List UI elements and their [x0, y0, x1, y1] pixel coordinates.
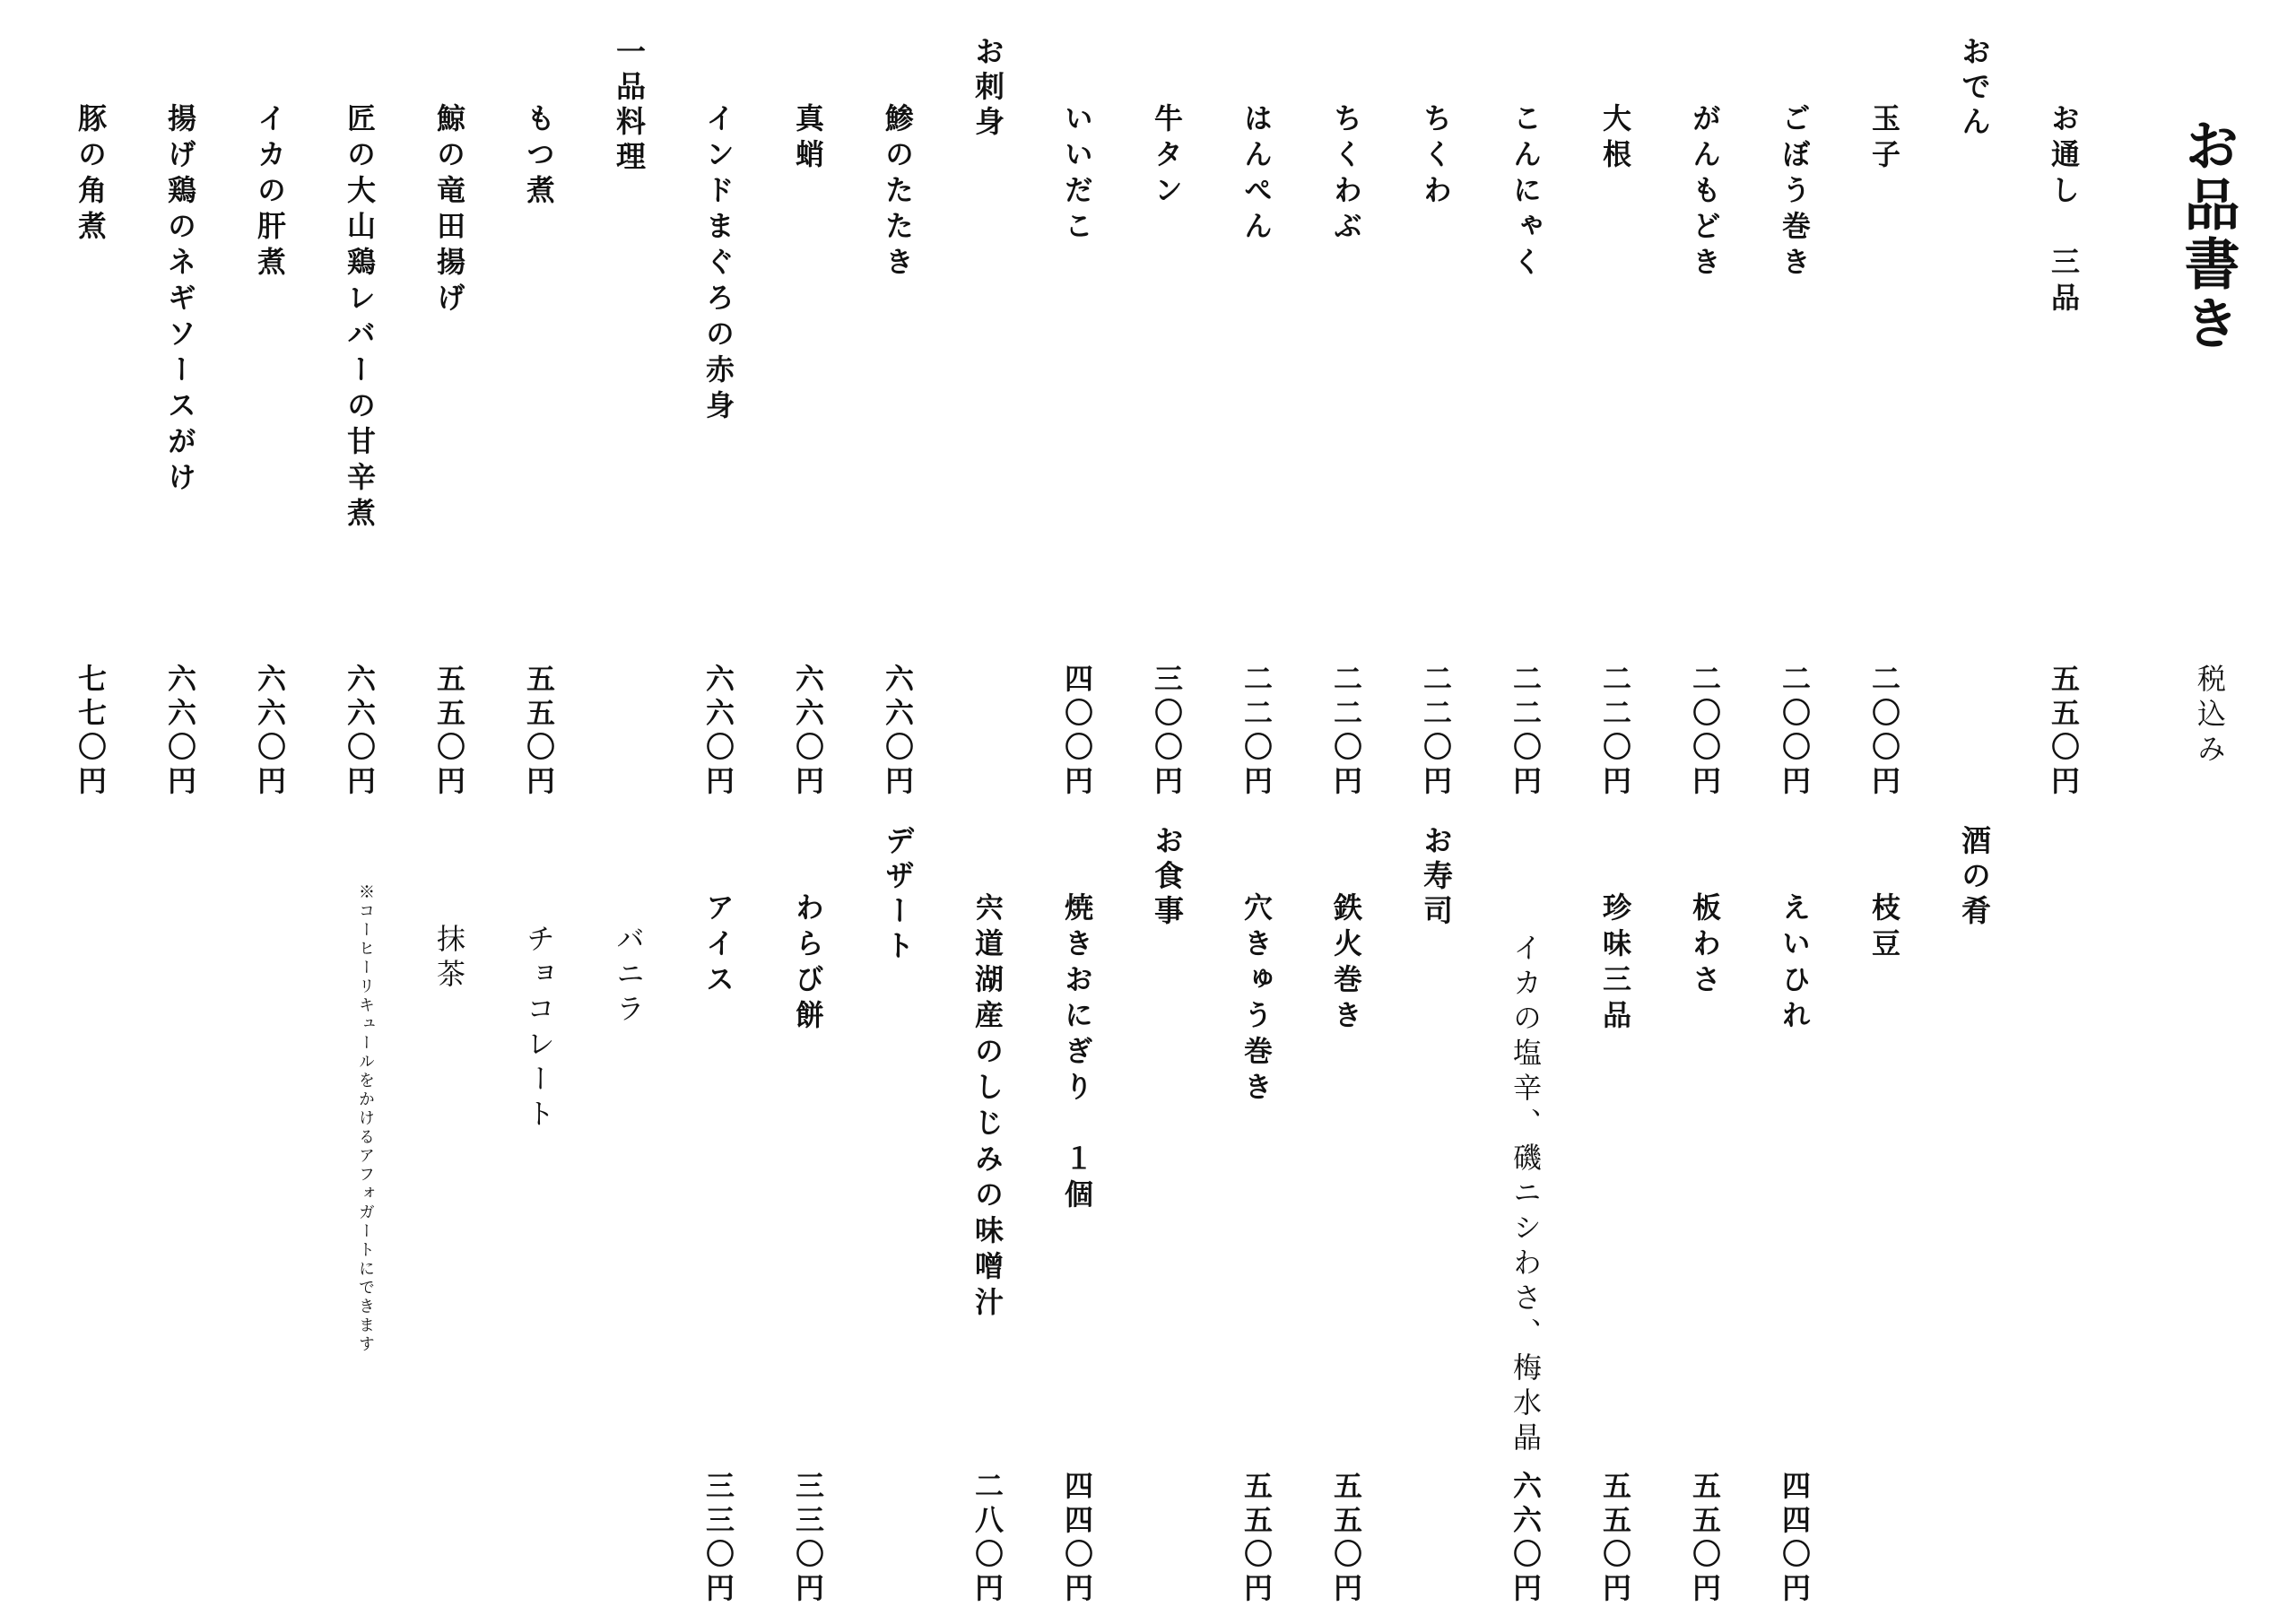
ippin-item-price: 六六〇円 — [253, 664, 287, 800]
oden-item-price: 二〇〇円 — [1688, 664, 1722, 800]
ippin-item-name: もつ煮 — [522, 103, 556, 211]
oden-item-price: 二二〇円 — [1509, 664, 1543, 800]
page-title: お品書き — [2175, 117, 2240, 353]
dessert-flavor: バニラ — [612, 924, 646, 1029]
dessert-item-name: アイス — [701, 892, 735, 1000]
sake-sakana-item-name: えいひれ — [1778, 892, 1812, 1036]
sake-sakana-item-name: 板わさ — [1688, 892, 1722, 1000]
ippin-item-price: 七七〇円 — [74, 664, 108, 800]
shokuji-item-name: 焼きおにぎり １個 — [1060, 892, 1094, 1215]
oden-item-name: 大根 — [1598, 103, 1632, 175]
dessert-item-price: 三三〇円 — [791, 1471, 825, 1607]
dessert-item-name: わらび餅 — [791, 892, 825, 1036]
dessert-heading: デザート — [881, 825, 916, 965]
oden-item-name: ちくわ — [1419, 103, 1453, 211]
oden-item-name: ちくわぶ — [1329, 103, 1363, 247]
shokuji-item-price: 四四〇円 — [1060, 1471, 1094, 1607]
ippin-item-name: イカの肝煮 — [253, 103, 287, 282]
shokuji-item-price: 二八〇円 — [970, 1471, 1004, 1607]
sashimi-item-name: 鯵のたたき — [881, 103, 915, 282]
ippin-heading: 一品料理 — [612, 36, 647, 176]
oden-item-name: いいだこ — [1060, 103, 1094, 247]
otoshi-price: 五五〇円 — [2047, 664, 2081, 800]
ippin-item-name: 揚げ鶏のネギソースがけ — [163, 103, 197, 498]
dessert-flavor: 抹茶 — [432, 924, 466, 994]
chinmi-note: イカの塩辛、磯ニシわさ、梅水晶 — [1509, 933, 1543, 1457]
sushi-item-price: 五五〇円 — [1329, 1471, 1363, 1607]
ippin-item-name: 豚の角煮 — [74, 103, 108, 247]
oden-item-name: ごぼう巻き — [1778, 103, 1812, 282]
ippin-item-price: 六六〇円 — [343, 664, 377, 800]
sashimi-heading: お刺身 — [970, 36, 1005, 141]
sake-sakana-item-name: 珍味三品 — [1598, 892, 1632, 1036]
sushi-heading: お寿司 — [1419, 825, 1454, 930]
chinmi-price: 六六〇円 — [1509, 1471, 1543, 1607]
ippin-item-price: 五五〇円 — [432, 664, 466, 800]
ippin-item-price: 六六〇円 — [163, 664, 197, 800]
ippin-item-name: 匠の大山鶏レバーの甘辛煮 — [343, 103, 377, 534]
sake-sakana-item-name: 枝豆 — [1867, 892, 1901, 964]
sushi-item-name: 穴きゅう巻き — [1239, 892, 1274, 1107]
sashimi-item-name: 真蛸 — [791, 103, 825, 175]
dessert-flavor: チョコレート — [522, 924, 556, 1133]
shokuji-heading: お食事 — [1150, 825, 1185, 930]
sashimi-item-name: インドまぐろの赤身 — [701, 103, 735, 426]
otoshi-name: お通し 三品 — [2047, 103, 2081, 318]
oden-item-name: 牛タン — [1150, 103, 1184, 211]
tax-label: 税込み — [2193, 664, 2227, 769]
sashimi-item-price: 六六〇円 — [881, 664, 915, 800]
sake-sakana-item-price: 五五〇円 — [1598, 1471, 1632, 1607]
sushi-item-price: 五五〇円 — [1239, 1471, 1274, 1607]
oden-item-name: はんぺん — [1239, 103, 1274, 247]
sake-sakana-heading: 酒の肴 — [1957, 825, 1992, 930]
oden-heading: おでん — [1957, 36, 1992, 141]
oden-item-name: 玉子 — [1867, 103, 1901, 175]
dessert-item-price: 三三〇円 — [701, 1471, 735, 1607]
oden-item-price: 四〇〇円 — [1060, 664, 1094, 800]
sashimi-item-price: 六六〇円 — [701, 664, 735, 800]
oden-item-name: がんもどき — [1688, 103, 1722, 282]
oden-item-price: 二〇〇円 — [1778, 664, 1812, 800]
shokuji-item-name: 宍道湖産のしじみの味噌汁 — [970, 892, 1004, 1323]
dessert-note: ※コーヒーリキュールをかけるアフォガートにできます — [356, 883, 375, 1354]
ippin-item-name: 鯨の竜田揚げ — [432, 103, 466, 318]
oden-item-price: 二〇〇円 — [1867, 664, 1901, 800]
oden-item-price: 二二〇円 — [1598, 664, 1632, 800]
oden-item-name: こんにゃく — [1509, 103, 1543, 282]
oden-item-price: 二二〇円 — [1419, 664, 1453, 800]
oden-item-price: 三〇〇円 — [1150, 664, 1184, 800]
oden-item-price: 二二〇円 — [1239, 664, 1274, 800]
sake-sakana-item-price: 四四〇円 — [1778, 1471, 1812, 1607]
ippin-item-price: 五五〇円 — [522, 664, 556, 800]
sake-sakana-item-price: 五五〇円 — [1688, 1471, 1722, 1607]
sushi-item-name: 鉄火巻き — [1329, 892, 1363, 1036]
oden-item-price: 二二〇円 — [1329, 664, 1363, 800]
sashimi-item-price: 六六〇円 — [791, 664, 825, 800]
